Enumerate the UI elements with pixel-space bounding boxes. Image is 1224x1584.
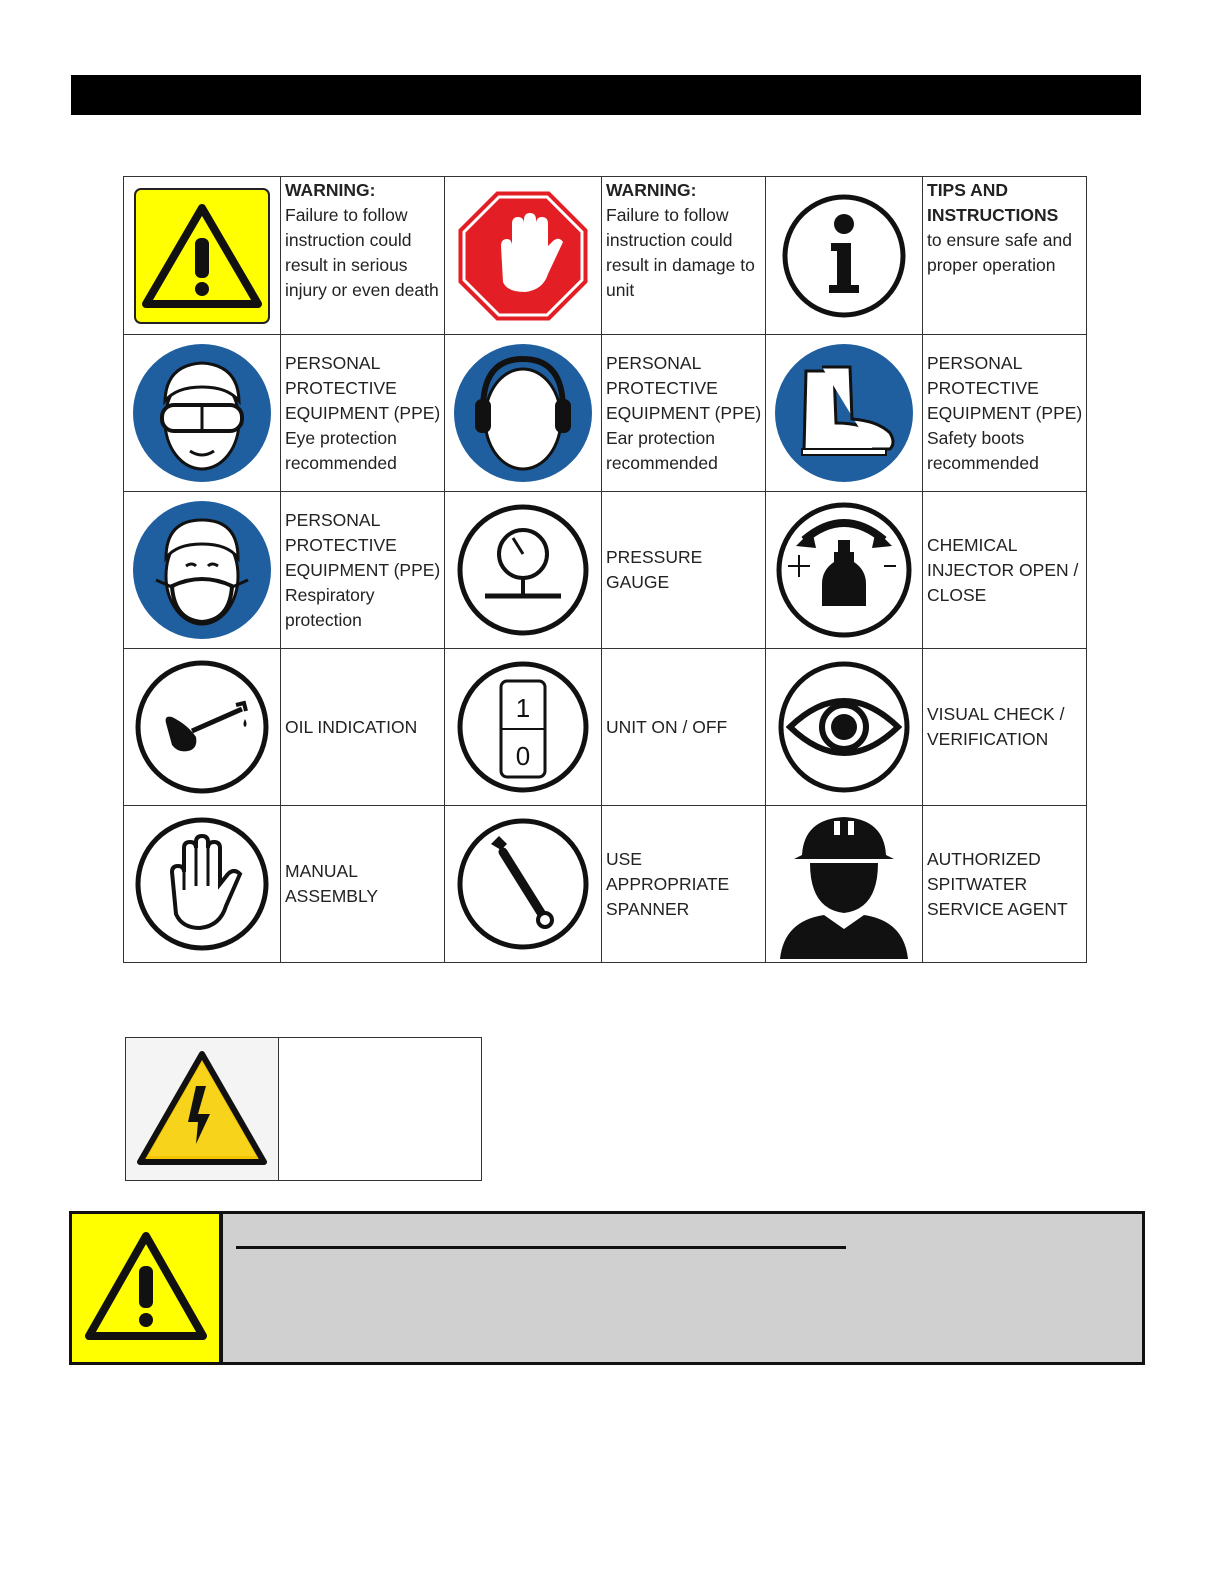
symbol-text: PRESSURE GAUGE (606, 547, 703, 592)
table-row (124, 649, 1087, 806)
symbol-description (602, 335, 766, 492)
table-row (124, 492, 1087, 649)
warning-box-icon-area (72, 1214, 223, 1362)
ear-protection-icon (453, 343, 593, 483)
symbol-description (281, 806, 445, 963)
symbol-cell (445, 806, 602, 963)
symbol-description (602, 177, 766, 335)
warning-box (69, 1211, 1145, 1365)
symbol-text: MANUAL ASSEMBLY (285, 861, 379, 906)
symbol-description (602, 492, 766, 649)
chemical-injector-icon (774, 500, 914, 640)
table-row (124, 177, 1087, 335)
symbol-text: CHEMICAL INJECTOR OPEN / CLOSE (927, 534, 1079, 605)
symbol-cell (766, 177, 923, 335)
table-row (124, 335, 1087, 492)
symbol-description (602, 806, 766, 963)
symbol-text: PERSONAL PROTECTIVE EQUIPMENT (PPE) Respiratory protection (285, 509, 441, 630)
symbol-description (923, 492, 1087, 649)
warning-title-underline (236, 1246, 846, 1249)
symbol-text: Failure to follow instruction could result in serious injury or even death (285, 205, 439, 300)
symbol-cell (124, 492, 281, 649)
symbol-text: PERSONAL PROTECTIVE EQUIPMENT (PPE) Eye protection recommended (285, 352, 441, 473)
symbol-cell (126, 1038, 279, 1181)
symbol-description (923, 177, 1087, 335)
symbol-text: to ensure safe and proper operation (927, 230, 1072, 275)
oil-can-icon (132, 659, 272, 795)
symbol-text: VISUAL CHECK / VERIFICATION (927, 704, 1065, 749)
eye-protection-icon (132, 343, 272, 483)
symbols-legend-table (123, 176, 1087, 963)
warning-triangle-icon (81, 1228, 211, 1348)
symbol-cell (124, 649, 281, 806)
symbol-text: UNIT ON / OFF (606, 716, 728, 737)
electrical-hazard-table (125, 1037, 482, 1181)
symbol-cell (445, 492, 602, 649)
svg-text:0: 0 (515, 741, 531, 771)
respiratory-mask-icon (132, 500, 272, 640)
symbol-description (281, 177, 445, 335)
eye-icon (774, 657, 914, 797)
symbol-cell (766, 335, 923, 492)
symbol-text: OIL INDICATION (285, 716, 418, 737)
symbol-text: PERSONAL PROTECTIVE EQUIPMENT (PPE) Safety boots recommended (927, 352, 1083, 473)
symbol-description (281, 335, 445, 492)
power-switch-icon (455, 659, 591, 795)
symbol-description (923, 649, 1087, 806)
symbol-heading: WARNING: (285, 180, 376, 200)
symbol-cell (124, 335, 281, 492)
symbol-text: USE APPROPRIATE SPANNER (606, 848, 730, 919)
symbol-description (923, 335, 1087, 492)
table-row (124, 806, 1087, 963)
symbol-heading: WARNING: (606, 180, 697, 200)
symbol-cell (766, 492, 923, 649)
symbol-description (281, 649, 445, 806)
symbol-description (923, 806, 1087, 963)
svg-text:1: 1 (515, 693, 531, 723)
electrical-hazard-icon (132, 1044, 272, 1174)
symbol-cell (766, 806, 923, 963)
symbol-description (602, 649, 766, 806)
table-row (126, 1038, 482, 1181)
stop-hand-icon (453, 186, 593, 326)
symbol-text: PERSONAL PROTECTIVE EQUIPMENT (PPE) Ear protection recommended (606, 352, 762, 473)
safety-boots-icon (774, 343, 914, 483)
warning-box-content (223, 1214, 1142, 1362)
symbol-text: Failure to follow instruction could result in damage to unit (606, 205, 755, 300)
page-header-bar (71, 75, 1141, 115)
service-agent-icon (774, 809, 914, 959)
symbol-text: AUTHORIZED SPITWATER SERVICE AGENT (927, 848, 1068, 919)
symbol-cell (445, 177, 602, 335)
info-icon (779, 191, 909, 321)
spanner-icon (455, 816, 591, 952)
symbol-cell (124, 177, 281, 335)
symbol-description (281, 492, 445, 649)
warning-triangle-icon (132, 186, 272, 326)
symbol-cell (445, 649, 602, 806)
symbol-cell (124, 806, 281, 963)
hand-icon (132, 814, 272, 954)
symbol-cell (445, 335, 602, 492)
pressure-gauge-icon (455, 502, 591, 638)
symbol-description (279, 1038, 482, 1181)
symbol-heading: TIPS AND INSTRUCTIONS (927, 180, 1059, 225)
symbol-cell (766, 649, 923, 806)
